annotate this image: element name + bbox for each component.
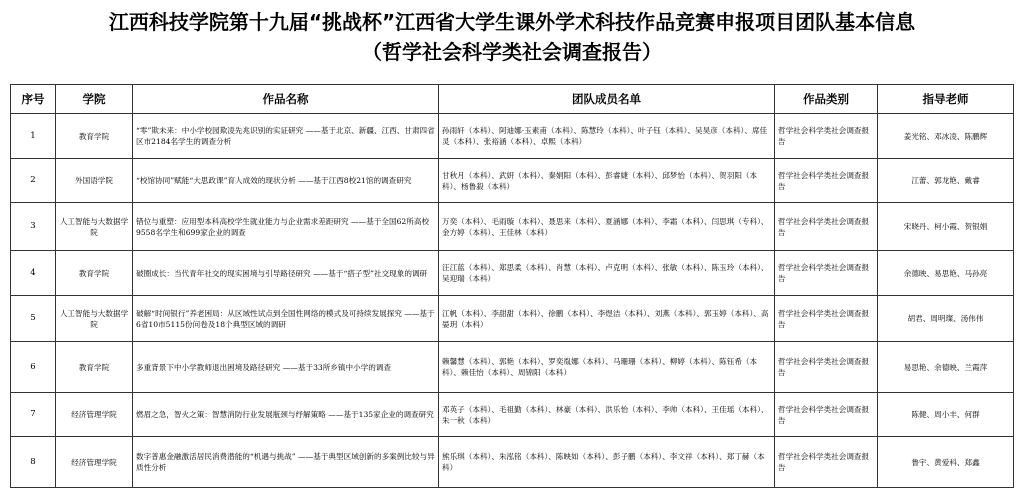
table-header-row	[11, 85, 1014, 114]
table-row	[11, 393, 1014, 437]
cell-members: 孙雨轩（本科）、阿迪娜·玉素甫（本科）、陈慧玲（本科）、叶子钰（本科）、吴昊彦（本科）、席佳灵（本科）、张裕涵（本科）、卓熙（本科）	[439, 114, 775, 159]
cell-seq: 6	[11, 342, 56, 393]
cell-college: 教育学院	[56, 114, 133, 159]
table-row	[11, 342, 1014, 393]
cell-work-name: “校馆协同”赋能“大思政课”育人成效的现状分析 ——基于江西8校21馆的调查研究	[133, 159, 439, 203]
cell-category: 哲学社会科学类社会调查报告	[775, 393, 878, 437]
cell-category: 哲学社会科学类社会调查报告	[775, 203, 878, 251]
cell-category: 哲学社会科学类社会调查报告	[775, 437, 878, 488]
cell-work-name: 破圈成长：当代青年社交的现实困境与引导路径研究 ——基于“搭子型”社交现象的调研	[133, 251, 439, 296]
cell-college: 教育学院	[56, 342, 133, 393]
cell-advisor: 胡君、周明璨、汤伟伟	[878, 296, 1014, 342]
cell-college: 人工智能与大数据学院	[56, 296, 133, 342]
cell-college: 人工智能与大数据学院	[56, 203, 133, 251]
cell-work-name: “零”欺未来：中小学校园欺凌先兆识别的实证研究 ——基于北京、新疆、江西、甘肃四省区市2184名学生的调查分析	[133, 114, 439, 159]
header-members: 团队成员名单	[439, 85, 775, 114]
cell-members: 熊乐琪（本科）、朱泓铭（本科）、陈映如（本科）、彭子鹏（本科）、李文祥（本科）、郑丁赫（本科）	[439, 437, 775, 488]
cell-seq: 2	[11, 159, 56, 203]
table-row	[11, 251, 1014, 296]
header-category: 作品类别	[775, 85, 878, 114]
cell-college: 教育学院	[56, 251, 133, 296]
cell-category: 哲学社会科学类社会调查报告	[775, 296, 878, 342]
cell-seq: 5	[11, 296, 56, 342]
page-title: 江西科技学院第十九届“挑战杯”江西省大学生课外学术科技作品竞赛申报项目团队基本信息	[108, 10, 916, 34]
cell-seq: 1	[11, 114, 56, 159]
cell-work-name: 破解“时间银行”养老困局：从区域性试点到全国性网络的模式及可持续发展探究 ——基于6省10市5115份问卷及18个典型区域的调研	[133, 296, 439, 342]
cell-seq: 4	[11, 251, 56, 296]
cell-work-name: 数字普惠金融激活居民消费潜能的“机遇与挑战” ——基于典型区域创新的多案例比较与异质性分析	[133, 437, 439, 488]
cell-advisor: 江蕾、郭龙艳、戴睿	[878, 159, 1014, 203]
cell-members: 甘秋月（本科）、武妍（本科）、秦娟阳（本科）、彭睿婕（本科）、邱梦怡（本科）、贺羽阳（本科）、杨鲁殺（本科）	[439, 159, 775, 203]
cell-college: 外国语学院	[56, 159, 133, 203]
cell-advisor: 余德映、易思艳、马孙亮	[878, 251, 1014, 296]
cell-members: 赖馨慧（本科）、郭艳（本科）、罗奕胤娜（本科）、马珊珊（本科）、柳婷（本科）、陈钰希（本科）、赖佳怡（本科）、周锦阳（本科）	[439, 342, 775, 393]
table-row	[11, 437, 1014, 488]
cell-college: 经济管理学院	[56, 393, 133, 437]
cell-advisor: 宋晓丹、柯小霞、贺银娟	[878, 203, 1014, 251]
cell-category: 哲学社会科学类社会调查报告	[775, 342, 878, 393]
cell-advisor: 姜光铭、邓冰凌、陈鹏辉	[878, 114, 1014, 159]
cell-advisor: 鲁宇、黄爱科、郑鑫	[878, 437, 1014, 488]
cell-members: 邓英子（本科）、毛祖勤（本科）、林豪（本科）、洪乐怡（本科）、李帅（本科）、王佳瑶（本科）、朱一秋（本科）	[439, 393, 775, 437]
cell-seq: 8	[11, 437, 56, 488]
table-row	[11, 296, 1014, 342]
header-seq: 序号	[11, 85, 56, 114]
cell-members: 汪江蓝（本科）、郑思柔（本科）、肖慧（本科）、卢克明（本科）、张敏（本科）、陈玉玲（本科）、吴迎瑞（本科）	[439, 251, 775, 296]
table-row	[11, 114, 1014, 159]
cell-work-name: 多重背景下中小学教师退出困境及路径研究 ——基于33所乡镇中小学的调查	[133, 342, 439, 393]
cell-work-name: 错位与重塑：应用型本科高校学生就业能力与企业需求差距研究 ——基于全国62所高校9558名学生和699家企业的调查	[133, 203, 439, 251]
header-college: 学院	[56, 85, 133, 114]
cell-category: 哲学社会科学类社会调查报告	[775, 159, 878, 203]
table-row	[11, 159, 1014, 203]
cell-seq: 3	[11, 203, 56, 251]
cell-category: 哲学社会科学类社会调查报告	[775, 114, 878, 159]
header-work-name: 作品名称	[133, 85, 439, 114]
page-subtitle: （哲学社会科学类社会调查报告）	[362, 40, 662, 64]
cell-work-name: 燃眉之急，智火之策：智慧消防行业发展瓶颈与纾解策略 ——基于135家企业的调查研究	[133, 393, 439, 437]
cell-members: 江帆（本科）、李甜甜（本科）、徐鹏（本科）、李煜洁（本科）、刘燕（本科）、郭玉婷（本科）、高晏玥（本科）	[439, 296, 775, 342]
project-table	[10, 84, 1014, 488]
table-row	[11, 203, 1014, 251]
header-advisor: 指导老师	[878, 85, 1014, 114]
cell-college: 经济管理学院	[56, 437, 133, 488]
cell-members: 万奕（本科）、毛雨璇（本科）、聂思来（本科）、夏涵娜（本科）、李霜（本科）、闫思琪（专科）、金方婷（本科）、王佳林（本科）	[439, 203, 775, 251]
cell-advisor: 易思艳、余德映、兰霞萍	[878, 342, 1014, 393]
cell-category: 哲学社会科学类社会调查报告	[775, 251, 878, 296]
cell-seq: 7	[11, 393, 56, 437]
cell-advisor: 陈健、周小丰、何群	[878, 393, 1014, 437]
